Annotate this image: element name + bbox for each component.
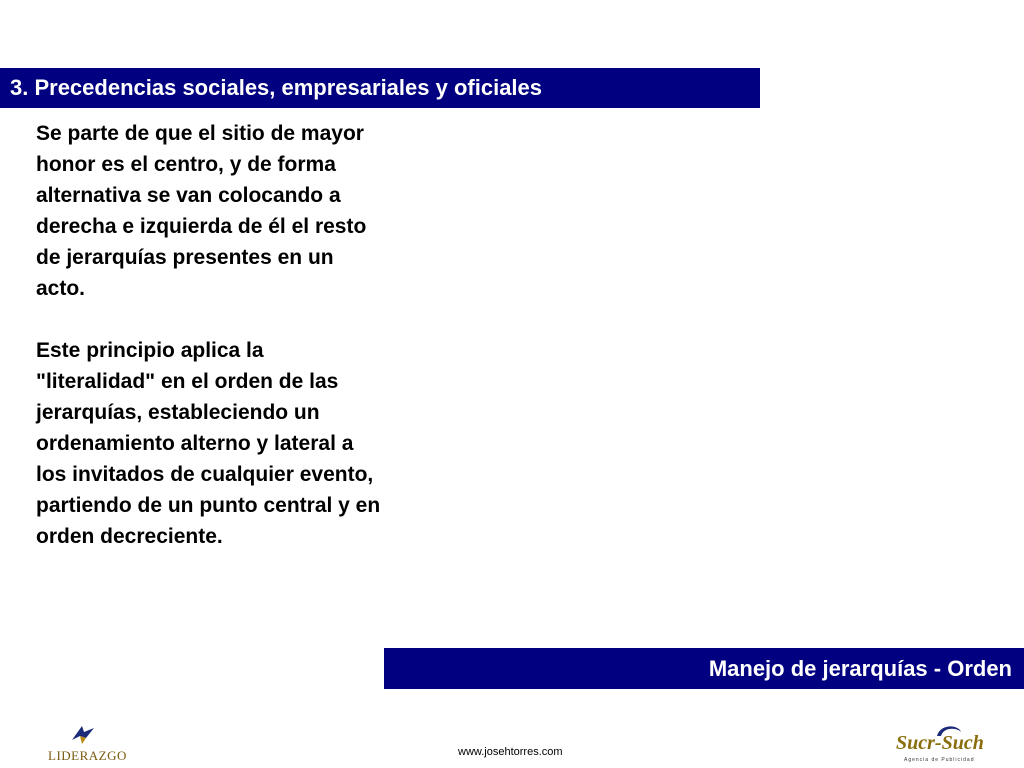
sucrsuch-wordmark: Sucr-Such (896, 732, 984, 754)
footer-title-bar (384, 648, 1024, 689)
sucrsuch-tagline: Agencia de Publicidad (904, 757, 975, 763)
slide-body (36, 118, 386, 552)
website-url: www.josehtorres.com (458, 746, 563, 758)
liderazgo-wordmark: LIDERAZGO (48, 748, 127, 763)
liderazgo-logo (48, 722, 128, 766)
slide-title-bar (0, 68, 760, 108)
body-paragraph-2: Este principio aplica la "literalidad" en el orden de las jerarquías, estableciendo un ordenamiento alterno y lateral a los invitados de cualquier evento, partiendo de un punto central y en orden decreciente. (36, 339, 381, 548)
footer-title: Manejo de jerarquías - Orden (708, 655, 1012, 681)
bird-icon (68, 722, 98, 748)
body-paragraph-1: Se parte de que el sitio de mayor honor es el centro, y de forma alternativa se van colocando a derecha e izquierda de él el resto de jerarquías presentes en un acto. (36, 122, 367, 300)
sucrsuch-logo (896, 722, 986, 766)
slide-title: 3. Precedencias sociales, empresariales y oficiales (10, 75, 543, 100)
